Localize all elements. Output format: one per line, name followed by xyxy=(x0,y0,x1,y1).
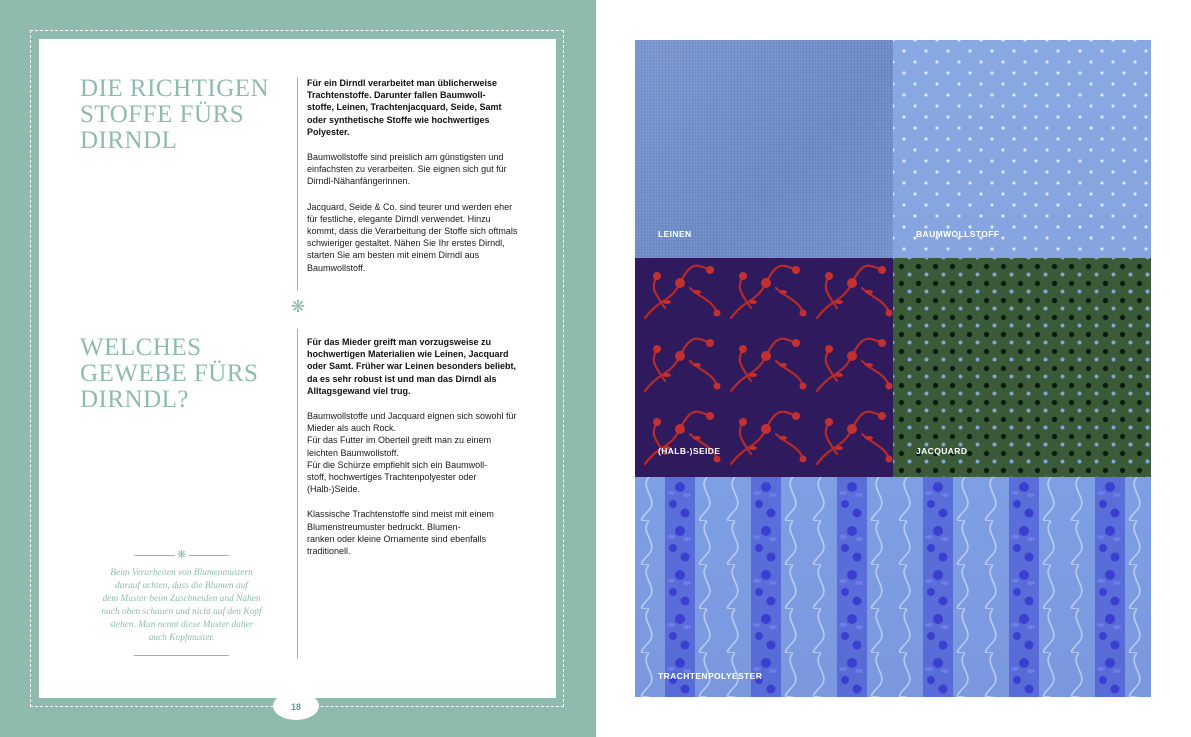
page-number: 18 xyxy=(273,692,319,720)
seide-floral-pattern xyxy=(635,258,893,477)
column-rule-top xyxy=(297,77,298,291)
swatch-jacquard xyxy=(893,258,1151,477)
tip-box xyxy=(99,549,264,656)
section-gewebe-paragraph-2: Baumwollstoffe und Jacquard eignen sich sowohl für Mieder als auch Rock. Für das Futter im Oberteil greift man zu einem leichten Baumwollstoff. Für die Schürze empfiehlt sich ein Baumwoll- stoff, hochwertiges Trachtenpolyester oder (Halb-)Seide. xyxy=(307,411,517,495)
trachten-vine-pattern xyxy=(635,477,1151,697)
asterisk-flower-icon: ❋ xyxy=(290,297,306,316)
swatch-label-leinen: LEINEN xyxy=(658,229,692,239)
section-stoffe-lead: Für ein Dirndl verarbeitet man üblicherweise Trachtenstoffe. Darunter fallen Baumwoll- stoffe, Leinen, Trachtenjacquard, Seide, Samt oder synthetische Stoffe wie hochwertiges Polyester. xyxy=(307,78,502,137)
section-stoffe xyxy=(307,77,519,287)
heading-stoffe: DIE RICHTIGEN STOFFE FÜRS DIRNDL xyxy=(80,75,270,154)
swatch-label-trachtenpolyester: TRACHTENPOLYESTER xyxy=(658,671,763,681)
fabric-grid xyxy=(635,40,1151,697)
asterisk-flower-icon: ❋ xyxy=(175,549,189,561)
section-stoffe-paragraph-2: Baumwollstoffe sind preislich am günstigsten und einfachsten zu verarbeiten. Sie eignen sich gut für Dirndl-Nähanfängerinnen. xyxy=(307,152,507,187)
swatch-label-seide: (HALB-)SEIDE xyxy=(658,446,721,456)
tip-text: Beim Verarbeiten von Blumenmustern darauf achten, dass die Blumen auf dem Muster beim Zuschneiden und Nähen nach oben schauen und nicht auf den Kopf stehen. Man nennt diese Muster daher auch Kopfmuster. xyxy=(101,568,262,643)
column-rule-bottom xyxy=(297,329,298,659)
swatch-baumwollstoff xyxy=(893,40,1151,258)
section-gewebe-paragraph-3: Klassische Trachtenstoffe sind meist mit einem Blumenstreumuster bedruckt. Blumen- ranken oder kleine Ornamente sind ebenfalls traditionell. xyxy=(307,509,494,557)
section-gewebe xyxy=(307,336,519,570)
swatch-seide xyxy=(635,258,893,477)
section-gewebe-lead: Für das Mieder greift man vorzugsweise zu hochwertigen Materialien wie Leinen, Jacquard oder Samt. Früher war Leinen besonders beliebt, da es sehr robust ist und man das Dirndl als Alltagsgewand viel trug. xyxy=(307,337,517,396)
swatch-label-baumwollstoff: BAUMWOLLSTOFF xyxy=(916,229,1000,239)
tip-rule-bottom xyxy=(134,655,229,656)
swatch-label-jacquard: JACQUARD xyxy=(916,446,968,456)
text-panel xyxy=(39,39,556,698)
swatch-leinen xyxy=(635,40,893,258)
heading-gewebe: WELCHES GEWEBE FÜRS DIRNDL? xyxy=(80,334,259,413)
section-stoffe-paragraph-3: Jacquard, Seide & Co. sind teurer und werden eher für festliche, elegante Dirndl verwendet. Hinzu kommt, dass die Verarbeitung der Stoffe sich oftmals schwieriger gestaltet. Nähen Sie Ihr erstes Dirndl, starten Sie am besten mit einem Dirndl aus Baumwollstoff. xyxy=(307,201,518,273)
swatch-trachtenpolyester xyxy=(635,477,1151,697)
